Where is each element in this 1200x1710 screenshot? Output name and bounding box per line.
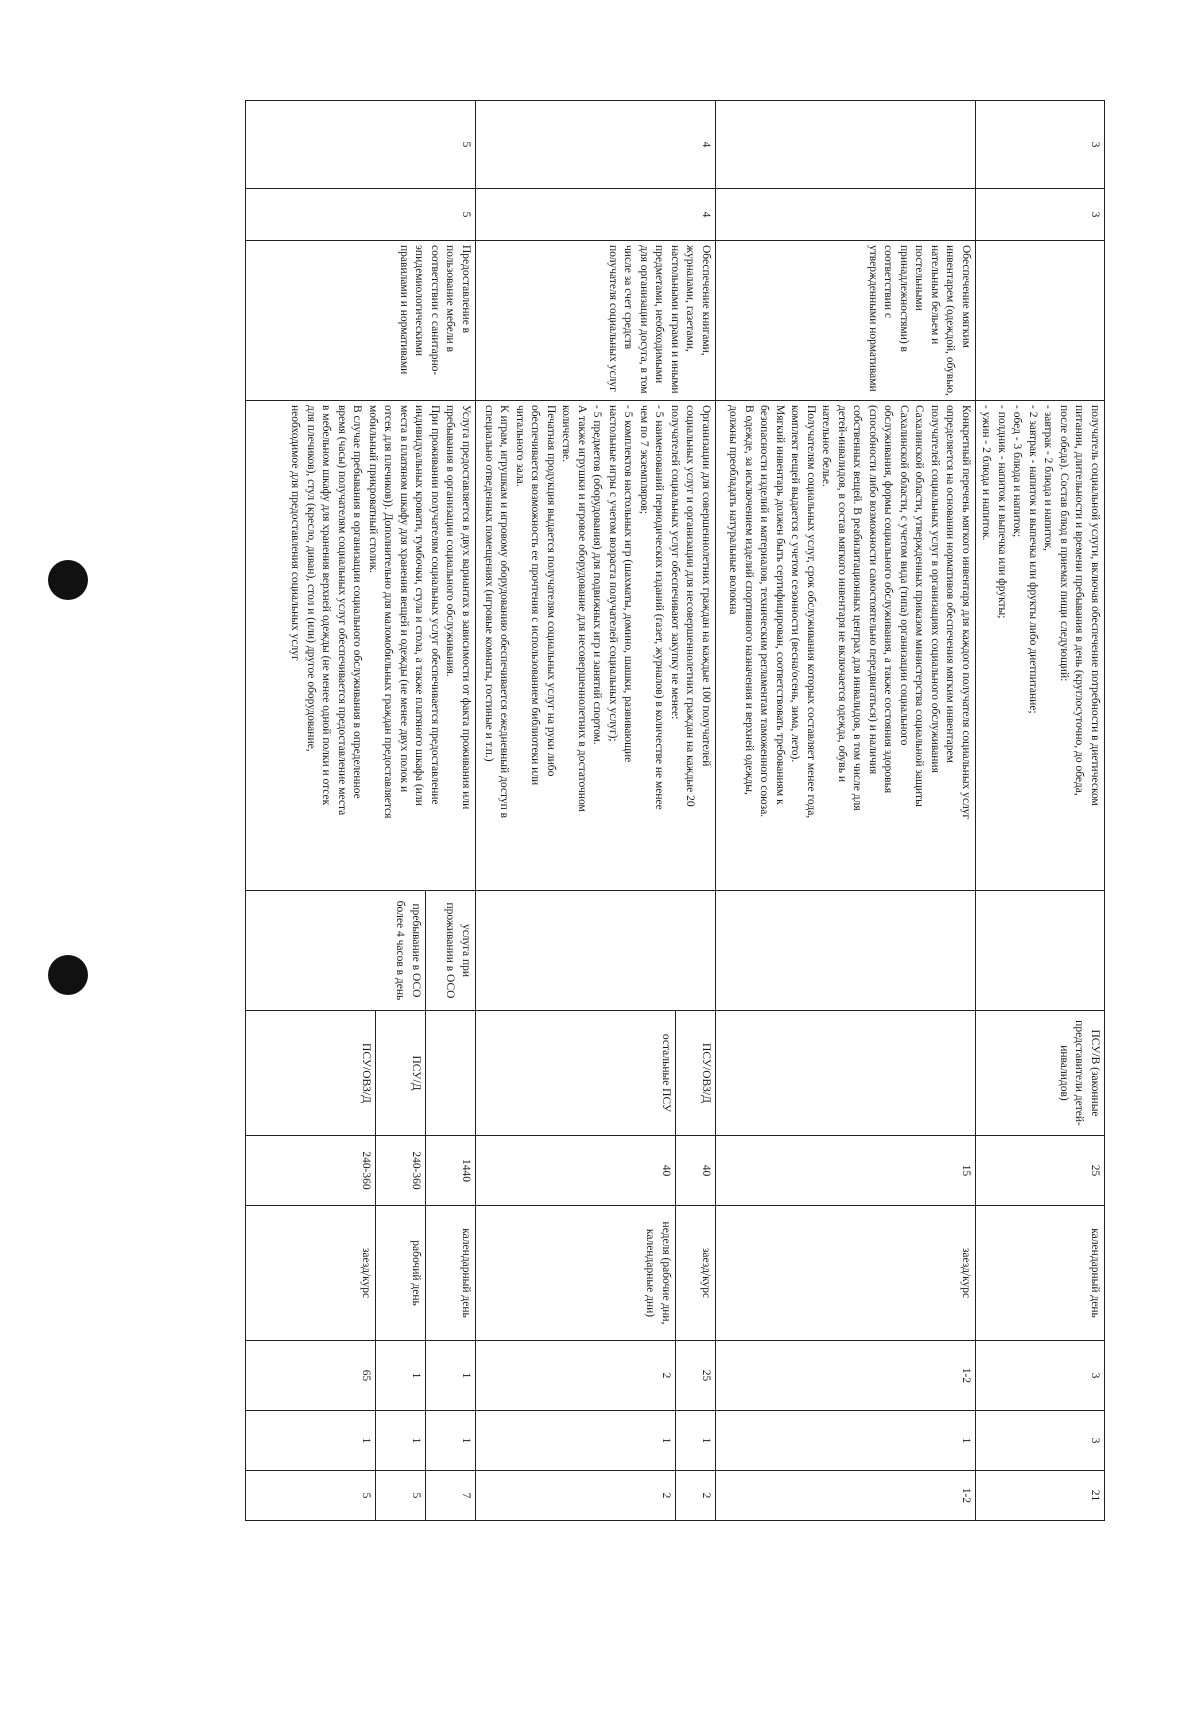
- description-line: после обеда). Состав блюд в приемах пищи следующий:: [1058, 405, 1070, 682]
- recipient-category-cell: ПСУ/В (законные представители детей-инвалидов): [976, 1011, 1105, 1136]
- description-line: - обед - 3 блюда и напиток;: [1011, 405, 1024, 538]
- description-line: - завтрак - 2 блюда и напиток,: [1042, 405, 1055, 551]
- service-name-cell: [976, 241, 1105, 401]
- service-number-cell: 3: [976, 189, 1105, 241]
- description-line: индивидуальных кровати, тумбочки, стула и стола, а также платяного шкафа (или: [413, 405, 426, 806]
- frequency-cell: 2: [476, 1341, 676, 1411]
- description-line: Печатная продукция выдается получателям социальных услуг на руки либо: [545, 405, 557, 777]
- service-description-cell: [246, 401, 476, 891]
- service-name-cell: Предоставление в пользование мебели в соответствии с санитарно-эпидемиологическими правилами и нормативами: [246, 241, 476, 401]
- unit-cell: заезд/курс: [716, 1206, 976, 1341]
- condition-cell: услуга при проживании в ОСО: [426, 891, 476, 1011]
- frequency-cell: 3: [976, 1341, 1105, 1411]
- time-norm-cell: 40: [676, 1136, 716, 1206]
- description-line: питании, длительности и времени пребывания в день (круглосуточно, до обеда,: [1073, 405, 1086, 796]
- quantity-cell: 1: [376, 1411, 426, 1471]
- description-line: Получателям социальных услуг, срок обслуживания которых составляет менее года,: [805, 405, 817, 819]
- punch-hole-bottom: [48, 955, 88, 995]
- frequency-cell: 25: [676, 1341, 716, 1411]
- description-line: необходимое для предоставления социальных услуг: [289, 405, 302, 661]
- description-line: определяется на основании нормативов обеспечения мягким инвентарем: [944, 405, 957, 763]
- description-line: - полдник - напиток и выпечка или фрукты;: [996, 405, 1008, 619]
- recipient-category-cell: ПСУ/ОВЗ/Д: [246, 1011, 376, 1136]
- row-number-cell: 3: [976, 101, 1105, 189]
- description-line: получатель социальной услуги, включая обеспечение потребности в диетическом: [1089, 405, 1101, 806]
- description-line: Мягкий инвентарь должен быть сертифицирован, соответствовать требованиям к: [774, 405, 786, 805]
- service-number-cell: 5: [246, 189, 476, 241]
- description-line: обслуживания, формы социального обслуживания, а также состояния здоровья: [882, 405, 895, 794]
- quantity-cell: 1: [426, 1411, 476, 1471]
- service-name-cell: Обеспечение книгами, журналами, газетами, настольными играми и иными предметами, необходимыми для организации досуга, в том числе за счет средств получателя социальных услуг: [476, 241, 716, 401]
- recipient-category-cell: ПСУ/Д: [376, 1011, 426, 1136]
- quantity-cell: 1: [246, 1411, 376, 1471]
- quantity-cell: 1: [676, 1411, 716, 1471]
- unit-cell: календарный день: [976, 1206, 1105, 1341]
- description-line: для плечиков), стул (кресло, диван), стол и (или) другое оборудование,: [305, 405, 317, 752]
- description-line: - 5 предметов (оборудования) для подвижных игр и занятий спортом.: [591, 405, 604, 745]
- description-line: В одежде, за исключением изделий спортивного назначения и верхней одежды,: [743, 405, 755, 795]
- description-line: Сахалинской области, утвержденных приказом министерства социальной защиты: [913, 405, 926, 807]
- punch-hole-top: [48, 560, 88, 600]
- description-line: отсек для плечиков)). Дополнительно для маломобильных граждан предоставляется: [382, 405, 395, 819]
- unit-cell: неделя (рабочие дни, календарные дни): [476, 1206, 676, 1341]
- description-line: должны преобладать натуральные волокна: [727, 405, 740, 615]
- time-norm-cell: 25: [976, 1136, 1105, 1206]
- quantity-cell: 1: [716, 1411, 976, 1471]
- description-line: обеспечивается возможность ее прочтения с использованием библиотеки или: [529, 405, 542, 786]
- description-line: мобильный прикроватный столик.: [367, 405, 379, 574]
- frequency-cell: 1-2: [716, 1341, 976, 1411]
- description-line: А также игрушки и игровое оборудование для несовершеннолетних в достаточном: [576, 405, 588, 812]
- row-number-cell: [716, 101, 976, 189]
- quantity-cell: 1: [476, 1411, 676, 1471]
- service-description-cell: [476, 401, 716, 891]
- description-line: получателей социальных услуг в организациях социального обслуживания: [929, 405, 941, 773]
- recipient-category-cell: ПСУ/ОВЗ/Д: [676, 1011, 716, 1136]
- description-line: детей-инвалидов, в состав мягкого инвентаря не включается одежда, обувь и: [836, 405, 848, 782]
- description-line: Конкретный перечень мягкого инвентаря для каждого получателя социальных услуг: [960, 405, 972, 820]
- time-norm-cell: 15: [716, 1136, 976, 1206]
- description-line: В случае пребывания в организации социального обслуживания в определенное: [351, 405, 364, 799]
- rotated-document-page: [145, 100, 1105, 1520]
- condition-cell: пребывание в ОСО более 4 часов в день: [246, 891, 426, 1011]
- service-number-cell: [716, 189, 976, 241]
- time-norm-cell: 240-360: [376, 1136, 426, 1206]
- recipient-category-cell: [716, 1011, 976, 1136]
- service-description-cell: [716, 401, 976, 891]
- description-line: время (часы) получателям социальных услуг обеспечивается предоставление места: [336, 405, 348, 816]
- service-description-cell: [976, 401, 1105, 891]
- description-line: (способности либо возможности самостоятельно передвигаться) и наличия: [867, 405, 879, 775]
- total-cell: 7: [426, 1471, 476, 1521]
- description-line: социальных услуг и организации для несовершеннолетних граждан на каждые 20: [684, 405, 697, 807]
- row-number-cell: 4: [476, 101, 716, 189]
- description-line: К играм, игрушкам и игровому оборудованию обеспечивается ежедневный доступ в: [498, 405, 511, 819]
- time-norm-cell: 1440: [426, 1136, 476, 1206]
- frequency-cell: 1: [376, 1341, 426, 1411]
- table-row: [426, 101, 476, 1521]
- description-line: - 5 комплектов настольных игр (шахматы, домино, шашки, развивающие: [622, 405, 635, 763]
- description-line: читального зала.: [514, 405, 526, 487]
- service-name-cell: Обеспечение мягким инвентарем (одеждой, обувью, нательным бельем и постельными принадлежностями) в соответствии с утвержденными нормативами: [716, 241, 976, 401]
- total-cell: 5: [376, 1471, 426, 1521]
- total-cell: 2: [476, 1471, 676, 1521]
- description-line: Сахалинской области, с учетом вида (типа) организации социального: [898, 405, 910, 746]
- condition-cell: [476, 891, 716, 1011]
- description-line: получателей социальных услуг обеспечивают закупку не менее:: [669, 405, 681, 720]
- total-cell: 1-2: [716, 1471, 976, 1521]
- time-norm-cell: 40: [476, 1136, 676, 1206]
- description-line: пребывания в организации социального обслуживания.: [444, 405, 457, 677]
- description-line: специально отведенных помещениях (игровые комнаты, гостиные и т.п.): [483, 405, 495, 762]
- row-number-cell: 5: [246, 101, 476, 189]
- recipient-category-cell: остальные ПСУ: [476, 1011, 676, 1136]
- unit-cell: календарный день: [426, 1206, 476, 1341]
- recipient-category-cell: [426, 1011, 476, 1136]
- quantity-cell: 3: [976, 1411, 1105, 1471]
- unit-cell: заезд/курс: [676, 1206, 716, 1341]
- description-line: При проживании получателям социальных услуг обеспечивается предоставление: [429, 405, 441, 805]
- description-line: - ужин - 2 блюда и напиток.: [980, 405, 993, 541]
- table-row: [976, 101, 1105, 1521]
- description-line: настольные игры с учетом возраста получателей социальных услуг);: [607, 405, 619, 742]
- description-line: места в платяном шкафу для хранения вещей и одежды (не менее двух полок и: [398, 405, 410, 793]
- unit-cell: рабочий день: [376, 1206, 426, 1341]
- social-services-table: [245, 100, 1105, 1521]
- unit-cell: заезд/курс: [246, 1206, 376, 1341]
- frequency-cell: 65: [246, 1341, 376, 1411]
- description-line: безопасности изделий и материалов, техническим регламентам таможенного союза.: [758, 405, 771, 818]
- frequency-cell: 1: [426, 1341, 476, 1411]
- description-line: нательное белье.: [820, 405, 833, 487]
- table-row: [716, 101, 976, 1521]
- total-cell: 5: [246, 1471, 376, 1521]
- description-line: количестве.: [560, 405, 573, 463]
- table-row: [676, 101, 716, 1521]
- description-line: - 2 завтрак - напиток и выпечка или фрукты либо диетпитание;: [1027, 405, 1039, 714]
- condition-cell: [716, 891, 976, 1011]
- service-number-cell: 4: [476, 189, 716, 241]
- description-line: чем по 7 экземпляров;: [638, 405, 650, 515]
- description-line: комплект вещей выдается с учетом сезонности (весна/осень, зима, лето).: [789, 405, 802, 763]
- total-cell: 2: [676, 1471, 716, 1521]
- description-line: в мебельном шкафу для хранения верхней одежды (не менее одной полки и отсек: [320, 405, 333, 806]
- description-line: - 5 наименований периодических изданий (газет, журналов) в количестве не менее: [653, 405, 666, 810]
- description-line: собственных вещей. В реабилитационных центрах для инвалидов, в том числе для: [851, 405, 864, 811]
- time-norm-cell: 240-360: [246, 1136, 376, 1206]
- description-line: Организации для совершеннолетних граждан на каждые 100 получателей: [700, 405, 712, 767]
- description-line: Услуга предоставляется в двух вариантах в зависимости от факта проживания или: [460, 405, 472, 810]
- condition-cell: [976, 891, 1105, 1011]
- total-cell: 21: [976, 1471, 1105, 1521]
